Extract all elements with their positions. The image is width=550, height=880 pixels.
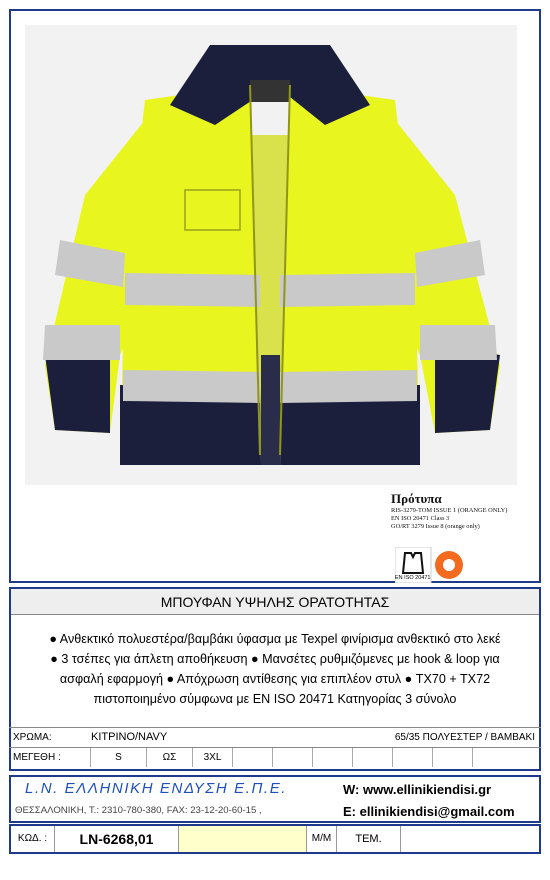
size-cell-empty	[353, 748, 393, 767]
en-iso-badge-label: EN ISO 20471	[395, 575, 431, 581]
description-line: ● Ανθεκτικό πολυεστέρα/βαμβάκι ύφασμα με Texpel φινίρισμα ανθεκτικό στο λεκέ	[49, 632, 501, 646]
description-line: ● 3 τσέπες για άπλετη αποθήκευση ● Μανσέτες ρυθμιζόμενες με hook & loop για	[50, 652, 500, 666]
website-link[interactable]: W: www.ellinikiendisi.gr	[343, 782, 492, 797]
description-line: ασφαλή εφαρμογή ● Απόχρωση αντίθεσης για επιπλέον στυλ ● TX70 + TX72	[59, 672, 491, 686]
product-image-frame	[9, 9, 541, 583]
description-line: πιστοποιημένο σύμφωνα με EN ISO 20471 Κατηγορίας 3 σύνολο	[93, 692, 457, 706]
size-from: S	[91, 748, 147, 767]
fabric-composition: 65/35 ΠΟΛΥΕΣΤΕΡ / ΒΑΜΒΑΚΙ	[394, 732, 535, 743]
email-link[interactable]: E: ellinikiendisi@gmail.com	[343, 804, 515, 819]
size-cell-empty	[473, 748, 537, 767]
sizes-label: ΜΕΓΕΘΗ :	[13, 748, 91, 767]
size-cell-empty	[433, 748, 473, 767]
color-value: ΚΙΤΡΙΝΟ/NAVY	[91, 731, 168, 743]
company-info-box	[9, 775, 541, 823]
color-row	[9, 727, 541, 747]
product-title: ΜΠΟΥΦΑΝ ΥΨΗΛΗΣ ΟΡΑΤΟΤΗΤΑΣ	[11, 589, 539, 615]
standards-title: Πρότυπα	[391, 491, 442, 506]
standards-panel	[391, 491, 543, 587]
color-label: ΧΡΩΜΑ:	[13, 732, 52, 743]
quantity-input[interactable]	[179, 826, 307, 852]
size-to-label: ΩΣ	[147, 748, 193, 767]
standard-line: GO/RT 3279 Issue 8 (orange only)	[391, 523, 480, 530]
company-name: L.N. ΕΛΛΗΝΙΚΗ ΕΝΔΥΣΗ Ε.Π.Ε.	[25, 780, 288, 797]
orange-certification-icon	[435, 551, 463, 579]
sizes-row	[9, 747, 541, 767]
standard-line: RIS-3279-TOM ISSUE 1 (ORANGE ONLY)	[391, 507, 508, 514]
quantity-value-field[interactable]	[401, 826, 539, 852]
product-code: LN-6268,01	[55, 826, 179, 852]
company-address: ΘΕΣΣΑΛΟΝΙΚΗ, Τ.: 2310-780-380, FAX: 23-12-20-60-15 ,	[15, 805, 262, 816]
size-cell-empty	[393, 748, 433, 767]
quantity-label: ΤΕΜ.	[337, 826, 401, 852]
unit-label: Μ/Μ	[307, 826, 337, 852]
code-label: ΚΩΔ. :	[11, 826, 55, 852]
size-to: 3XL	[193, 748, 233, 767]
hi-vis-jacket-image	[25, 25, 517, 485]
product-description	[15, 629, 535, 709]
standard-line: EN ISO 20471 Class 3	[391, 515, 450, 522]
size-cell-empty	[233, 748, 273, 767]
size-cell-empty	[273, 748, 313, 767]
size-cell-empty	[313, 748, 353, 767]
order-code-row	[9, 824, 541, 854]
